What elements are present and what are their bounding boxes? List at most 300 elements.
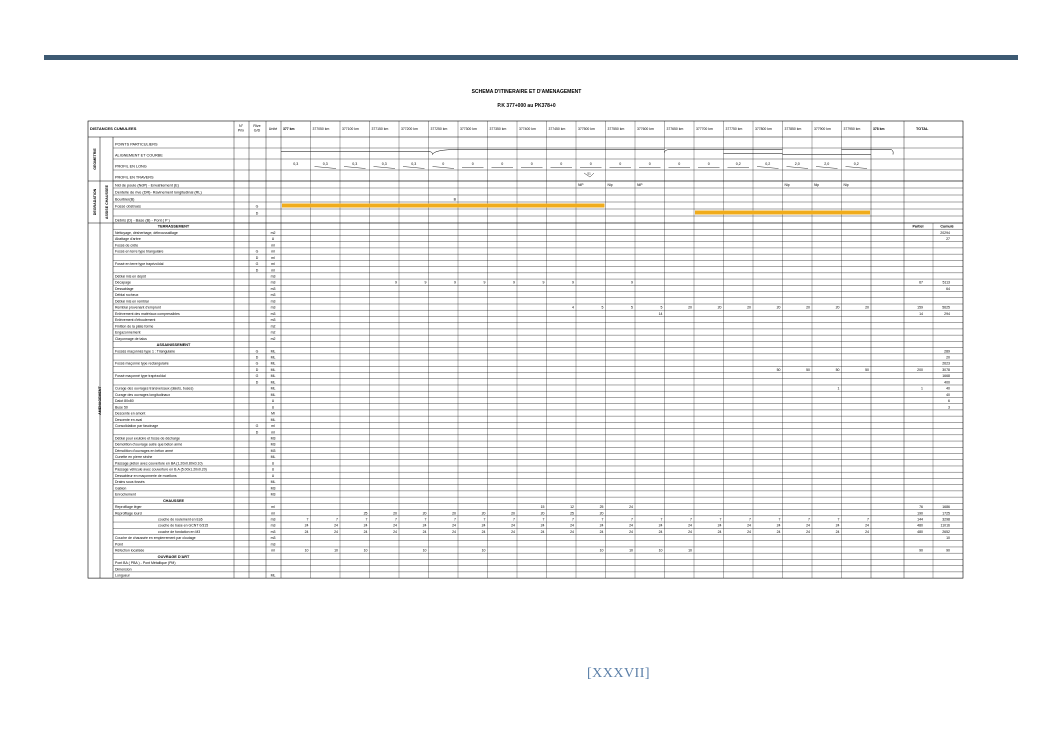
row-value: 7	[749, 517, 751, 522]
row-label: Déblai rocheux	[115, 293, 139, 298]
row-cumule: 3	[948, 405, 950, 410]
row-label: ALIGNEMENT ET COURBE	[115, 153, 163, 158]
row-partiel: 1	[921, 386, 923, 391]
profile-value-4: 0,3	[411, 162, 417, 166]
row-partiel: 76	[919, 505, 923, 510]
row-unit: m3	[270, 523, 276, 528]
row-unit: ml	[271, 511, 275, 516]
s1-marker: S1	[587, 171, 591, 176]
num-prix-header-line2: Prix	[237, 128, 245, 133]
row-cumule: 1725	[942, 511, 950, 516]
profile-value-18: 2,0	[824, 162, 830, 166]
row-rive: D	[255, 355, 259, 360]
cumule-header: Cumulé	[940, 224, 954, 229]
row-unit: m3	[270, 305, 276, 310]
row-rive: G	[255, 424, 259, 429]
row-label: Nettoyage, désherbage, débroussaillage	[115, 230, 178, 235]
row-label: Curage des ouvrages longitudinaux	[115, 392, 171, 397]
row-label: couche de roulement en Es6	[158, 517, 203, 522]
row-label: Enlèvement des matériaux compressibles	[115, 311, 180, 316]
row-value: 9	[483, 280, 486, 285]
row-value: 10	[334, 548, 338, 553]
row-cumule: 20294	[940, 230, 950, 235]
row-rive: D	[255, 211, 259, 216]
row-label: Engazonnement	[115, 330, 141, 335]
obstructed-ditch-bar-left	[282, 204, 605, 208]
row-label: PROFIL EN TRAVERS	[115, 175, 154, 180]
row-value: 24	[422, 529, 427, 534]
row-label: Nid de poule (NdP) - Envahlement (E)	[115, 183, 179, 188]
row-label: Cunette en pierre sèche	[115, 455, 153, 460]
row-partiel: 67	[919, 280, 923, 285]
row-label: POINTS PARTICULIERS	[115, 142, 158, 147]
row-rive: D	[255, 367, 259, 372]
row-value: 20	[393, 511, 397, 516]
row-value: 20	[422, 511, 427, 516]
pk-header-10: 377500 km	[578, 127, 595, 131]
page-number: [XXXVII]	[586, 666, 651, 681]
row-value: 24	[658, 523, 663, 528]
row-rive: G	[255, 374, 259, 379]
row-value: 5	[601, 305, 604, 310]
row-label: Décapage	[115, 280, 131, 285]
profile-slope	[757, 167, 779, 169]
pk-header-8: 377400 km	[519, 127, 536, 131]
row-value: 24	[570, 529, 574, 534]
obstructed-ditch-bar-right	[695, 211, 870, 215]
row-value: 24	[511, 529, 515, 534]
section-chaussee: CHAUSSEE	[162, 498, 185, 503]
row-value: 50	[865, 367, 869, 372]
row-value: 24	[835, 529, 840, 534]
row-unit: M3	[270, 442, 276, 447]
pk-header-14: 377700 km	[696, 127, 713, 131]
row-value: 24	[865, 529, 869, 534]
row-value: 10	[481, 548, 486, 553]
nid-de-poule-marker-2: NiP	[637, 183, 643, 187]
row-value: 24	[393, 523, 397, 528]
row-label: Bourbier(B)	[115, 197, 135, 202]
row-rive: D	[255, 268, 259, 273]
row-value: 7	[660, 517, 663, 522]
row-label: PROFIL EN LONG	[115, 164, 147, 169]
row-unit: ml	[271, 243, 275, 248]
row-unit: U	[271, 405, 275, 410]
unite-header: Unité	[268, 127, 278, 131]
row-cumule: 294	[944, 311, 950, 316]
row-cumule: 20	[946, 355, 950, 360]
profile-value-11: 0	[619, 162, 622, 166]
profile-value-9: 0	[560, 162, 563, 166]
row-partiel: 190	[917, 511, 923, 516]
row-value: 10	[363, 548, 368, 553]
row-unit: M3	[270, 448, 276, 453]
row-partiel: 480	[917, 529, 923, 534]
profile-value-12: 0	[648, 162, 651, 166]
row-value: 24	[629, 529, 633, 534]
row-value: 24	[717, 523, 722, 528]
distances-cumulees-label: DISTANCES CUMULEES	[90, 126, 137, 131]
row-partiel: 14	[919, 311, 923, 316]
row-label: Fossé en terre type trapézoïdal	[115, 262, 164, 267]
row-value: 24	[422, 523, 427, 528]
nid-de-poule-marker-5: Nip	[843, 183, 849, 187]
profile-slope	[403, 167, 425, 169]
nid-de-poule-marker-4: Nip	[814, 183, 820, 187]
row-unit: U	[271, 467, 275, 472]
row-label: Remblai provenant d'emprunt	[115, 305, 161, 310]
profile-slope	[344, 167, 366, 169]
row-unit: ML	[270, 573, 276, 578]
row-unit: ML	[270, 455, 276, 460]
row-value: 24	[747, 529, 751, 534]
row-value: 9	[513, 280, 515, 285]
profile-value-8: 0	[530, 162, 533, 166]
row-value: 20	[806, 305, 810, 310]
row-label: couche de base en GCNT 0/315	[158, 523, 209, 528]
row-rive: D	[255, 380, 259, 385]
row-label: Dessableur en maçonnerie de moellons	[115, 473, 177, 478]
amenagement-label: AMENAGEMENT	[98, 386, 102, 415]
row-rive: D	[255, 255, 259, 260]
row-label: Dentelle de rive (DR)- Ravinement longitudinal (RL)	[115, 190, 202, 195]
pk-header-15: 377750 km	[725, 127, 743, 131]
pk-header-16: 377800 km	[755, 127, 772, 131]
row-unit: ML	[270, 380, 276, 385]
row-unit: m3	[270, 293, 276, 298]
row-value: 24	[363, 529, 368, 534]
row-value: 9	[572, 280, 574, 285]
row-label: Consolidation par fascinage	[115, 424, 159, 429]
row-label: Fossé maçonné type rectangulaire	[115, 361, 169, 366]
row-value: 24	[334, 523, 338, 528]
row-value: 10	[688, 548, 692, 553]
row-unit: ML	[270, 480, 276, 485]
rive-header-line1: Rive	[253, 124, 261, 128]
row-unit: ML	[270, 374, 276, 379]
profile-slope	[374, 167, 396, 169]
row-label: Dessablage	[115, 286, 134, 291]
row-value: 10	[629, 548, 633, 553]
profile-value-13: 0	[678, 162, 681, 166]
alignment-curve	[281, 150, 893, 155]
row-partiel: 90	[919, 548, 923, 553]
row-value: 7	[867, 517, 869, 522]
row-unit: ml	[271, 268, 275, 273]
row-value: 9	[454, 280, 456, 285]
row-unit: U	[271, 461, 275, 466]
row-value: 24	[540, 529, 545, 534]
row-unit: m2	[270, 324, 276, 329]
row-unit: ML	[270, 417, 276, 422]
profile-value-6: 0	[471, 162, 474, 166]
row-value: 9	[542, 280, 545, 285]
row-cumule: 289	[944, 349, 950, 354]
profile-slope	[846, 167, 868, 169]
row-value: 24	[599, 523, 604, 528]
row-value: 50	[835, 367, 840, 372]
row-unit: M3	[270, 492, 276, 497]
row-cumule: 5113	[942, 280, 950, 285]
row-label: Fossé de crête	[115, 243, 139, 248]
row-label: Dalot 80x80	[115, 399, 134, 404]
row-label: Buse 50	[115, 405, 128, 410]
pk-header-19: 377950 km	[843, 127, 861, 131]
row-value: 20	[540, 511, 545, 516]
row-value: 24	[452, 523, 456, 528]
pk-header-12: 377600 km	[637, 127, 654, 131]
row-cumule: 3298	[942, 517, 950, 522]
row-cumule: 64	[946, 286, 950, 291]
section-ouvrage-d-art: OUVRAGE D'ART	[157, 554, 190, 559]
row-unit: ml	[271, 424, 275, 429]
row-value: 7	[395, 517, 397, 522]
row-value: 20	[511, 511, 515, 516]
row-value: 24	[599, 529, 604, 534]
row-label: Abattage d'arbre	[115, 237, 141, 242]
row-label: Déblai pour exutoire et fosse de décharge	[115, 436, 180, 441]
row-label: Finition de la plate forme	[115, 324, 154, 329]
profile-value-2: 0,3	[352, 162, 358, 166]
row-unit: ML	[270, 367, 276, 372]
row-value: 24	[481, 529, 486, 534]
row-value: 24	[688, 529, 692, 534]
row-label: Gabion	[115, 486, 127, 491]
pk-header-0: 377 km	[283, 127, 295, 131]
row-value: 7	[778, 517, 781, 522]
row-value: 25	[363, 511, 368, 516]
row-label: Déblai mis en dépôt	[115, 274, 146, 279]
row-value: 50	[806, 367, 810, 372]
row-label: Drains sous fossés	[115, 480, 145, 485]
row-value: 9	[631, 280, 633, 285]
row-value: 7	[542, 517, 545, 522]
profile-value-1: 0,3	[322, 162, 328, 166]
row-unit: m3	[270, 517, 276, 522]
row-value: 20	[688, 305, 692, 310]
row-value: 20	[865, 305, 869, 310]
row-value: 24	[776, 523, 781, 528]
row-value: 24	[747, 523, 751, 528]
row-value: 10	[304, 548, 309, 553]
row-value: 24	[363, 523, 368, 528]
row-value: 20	[835, 305, 840, 310]
row-label: Pont BA ( PBA ) - Pont Métallique (PM)	[115, 561, 176, 566]
row-value: 7	[454, 517, 456, 522]
row-value: 10	[599, 548, 604, 553]
row-value: 4	[572, 305, 574, 310]
row-value: 24	[334, 529, 338, 534]
section-assainissement: ASSAINISSEMENT	[156, 343, 191, 348]
row-unit: Ml	[271, 411, 275, 416]
page-title: SCHEMA D'ITINERAIRE ET D'AMENAGEMENT	[471, 89, 582, 95]
row-value: 7	[513, 517, 515, 522]
row-value: 12	[570, 505, 574, 510]
row-unit: ML	[270, 392, 276, 397]
pk-header-1: 377050 km	[312, 127, 330, 131]
row-unit: ml	[271, 255, 275, 260]
row-unit: M3	[270, 436, 276, 441]
profile-slope	[433, 167, 455, 169]
row-unit: m3	[270, 311, 276, 316]
row-cumule: 400	[944, 380, 950, 385]
row-label: Reprofilage lourd	[115, 511, 142, 516]
row-partiel: 159	[917, 305, 923, 310]
row-value: 24	[452, 529, 456, 534]
row-label: Enlèvement d'éboulement	[115, 318, 156, 323]
row-value: 9	[395, 280, 397, 285]
row-unit: ml	[271, 430, 275, 435]
row-label: Fossé en terre type triangulaire	[115, 249, 164, 254]
row-value: 7	[601, 517, 604, 522]
row-rive: G	[255, 361, 259, 366]
row-value: 7	[483, 517, 486, 522]
row-value: 1	[837, 386, 840, 391]
profile-value-7: 0	[501, 162, 504, 166]
profile-slope	[787, 167, 809, 169]
row-value: 7	[719, 517, 722, 522]
row-value: 7	[808, 517, 810, 522]
geometrie-label: GEOMETRIE	[93, 148, 97, 170]
row-rive: G	[255, 249, 259, 254]
row-unit: U	[271, 399, 275, 404]
row-value: 24	[688, 523, 692, 528]
row-cumule: 1686	[942, 505, 950, 510]
row-cumule: 2623	[942, 361, 950, 366]
row-cumule: 27	[946, 237, 950, 242]
row-partiel: 144	[917, 517, 923, 522]
row-value: B	[453, 197, 456, 202]
row-unit: m2	[270, 336, 276, 341]
nid-de-poule-marker-1: Nip	[607, 183, 613, 187]
pk-header-11: 377550 km	[607, 127, 625, 131]
degradation-label: DEGRADATION	[93, 188, 97, 216]
row-value: 7	[572, 517, 574, 522]
pk-header-7: 377350 km	[489, 127, 507, 131]
page-subtitle: P.K 377+000 au PK378+0	[497, 103, 556, 109]
row-unit: m3	[270, 274, 276, 279]
row-label: Clayonnage de talus	[115, 336, 147, 341]
row-value: 7	[424, 517, 427, 522]
row-label: Débris (D) - Base (B) - Pont ( P )	[115, 218, 170, 223]
row-value: 20	[717, 305, 722, 310]
profile-value-16: 0,2	[765, 162, 771, 166]
profile-value-17: 2,0	[794, 162, 800, 166]
row-value: 5	[660, 305, 663, 310]
row-value: 10	[422, 548, 427, 553]
pk-header-5: 377250 km	[430, 127, 448, 131]
row-label: Fossés maçonnés type 1 : Triangulaire	[115, 349, 176, 354]
row-value: 24	[806, 523, 810, 528]
row-cumule: 5625	[942, 305, 950, 310]
total-header: TOTAL	[916, 127, 929, 131]
nid-de-poule-marker-0: NiP	[578, 183, 584, 187]
row-value: 7	[365, 517, 368, 522]
row-value: 24	[304, 523, 309, 528]
row-label: Réfection localisée	[115, 548, 145, 553]
row-value: 24	[304, 529, 309, 534]
row-value: 15	[540, 505, 545, 510]
row-label: Descente en amont	[115, 411, 146, 416]
row-unit: m3	[270, 536, 276, 541]
row-unit: ml	[271, 505, 275, 510]
row-value: 24	[717, 529, 722, 534]
row-cumule: 10	[946, 536, 950, 541]
row-label: Passage piéton avec couverture en BA (1.20x0.80x0.10)	[115, 461, 203, 466]
profile-value-3: 0,3	[381, 162, 387, 166]
row-partiel: 200	[917, 367, 923, 372]
row-unit: m3	[270, 286, 276, 291]
row-label: Démolition d'ouvrage autre que béton armé	[115, 442, 183, 447]
row-rive: G	[255, 349, 259, 354]
row-value: 50	[776, 367, 781, 372]
row-label: Déblai mis en remblai	[115, 299, 149, 304]
row-unit: m3	[270, 542, 276, 547]
profile-value-19: 0,2	[853, 162, 859, 166]
row-unit: ml	[271, 249, 275, 254]
row-unit: U	[271, 237, 275, 242]
profile-value-0: 0,3	[293, 162, 299, 166]
row-unit: ML	[270, 386, 276, 391]
profile-value-10: 0	[589, 162, 592, 166]
row-unit: m3	[270, 280, 276, 285]
row-label: Dimension	[115, 567, 132, 572]
row-value: 7	[336, 517, 338, 522]
row-value: 20	[747, 305, 751, 310]
row-value: 24	[481, 523, 486, 528]
row-value: 24	[629, 523, 633, 528]
pk-header-6: 377300 km	[460, 127, 477, 131]
row-cumule: 11016	[940, 523, 950, 528]
row-value: 14	[658, 311, 663, 316]
pk-header-4: 377200 km	[401, 127, 418, 131]
nid-de-poule-marker-3: Nip	[784, 183, 790, 187]
profile-slope	[816, 167, 838, 169]
row-label: Longueur	[115, 573, 130, 578]
row-value: 24	[570, 523, 574, 528]
row-label: Passage véhicule avec couverture en B.A (5.00x1.20x0.20)	[115, 467, 207, 472]
row-value: 7	[306, 517, 309, 522]
row-label: Descente en aval	[115, 417, 143, 422]
row-rive: G	[255, 262, 259, 267]
row-value: 20	[452, 511, 456, 516]
row-rive: G	[255, 204, 259, 209]
profile-value-14: 0	[707, 162, 710, 166]
row-value: 25	[599, 505, 604, 510]
pk-header-17: 377850 km	[784, 127, 802, 131]
row-label: Fossé maçonné type trapézoïdal	[115, 374, 166, 379]
pk-header-3: 377150 km	[371, 127, 389, 131]
assise-chaussee-label: ASSISE CHAUSSEE	[105, 184, 109, 220]
row-unit: ML	[270, 361, 276, 366]
row-value: 24	[629, 505, 633, 510]
section-terrassement: TERRASSEMENT	[157, 224, 190, 229]
partiel-header: Partiel	[912, 224, 924, 229]
pk-header-9: 377450 km	[548, 127, 566, 131]
profile-value-5: 0	[442, 162, 445, 166]
row-value: 24	[511, 523, 515, 528]
row-value: 24	[658, 529, 663, 534]
row-value: 24	[835, 523, 840, 528]
row-cumule: 40	[946, 392, 950, 397]
rive-header-line2: G/D	[253, 128, 261, 133]
row-value: 7	[631, 517, 633, 522]
row-value: 24	[806, 529, 810, 534]
row-unit: U	[271, 473, 275, 478]
row-value: 24	[540, 523, 545, 528]
row-label: Reprofilage léger	[115, 505, 142, 510]
row-unit: ml	[271, 262, 275, 267]
